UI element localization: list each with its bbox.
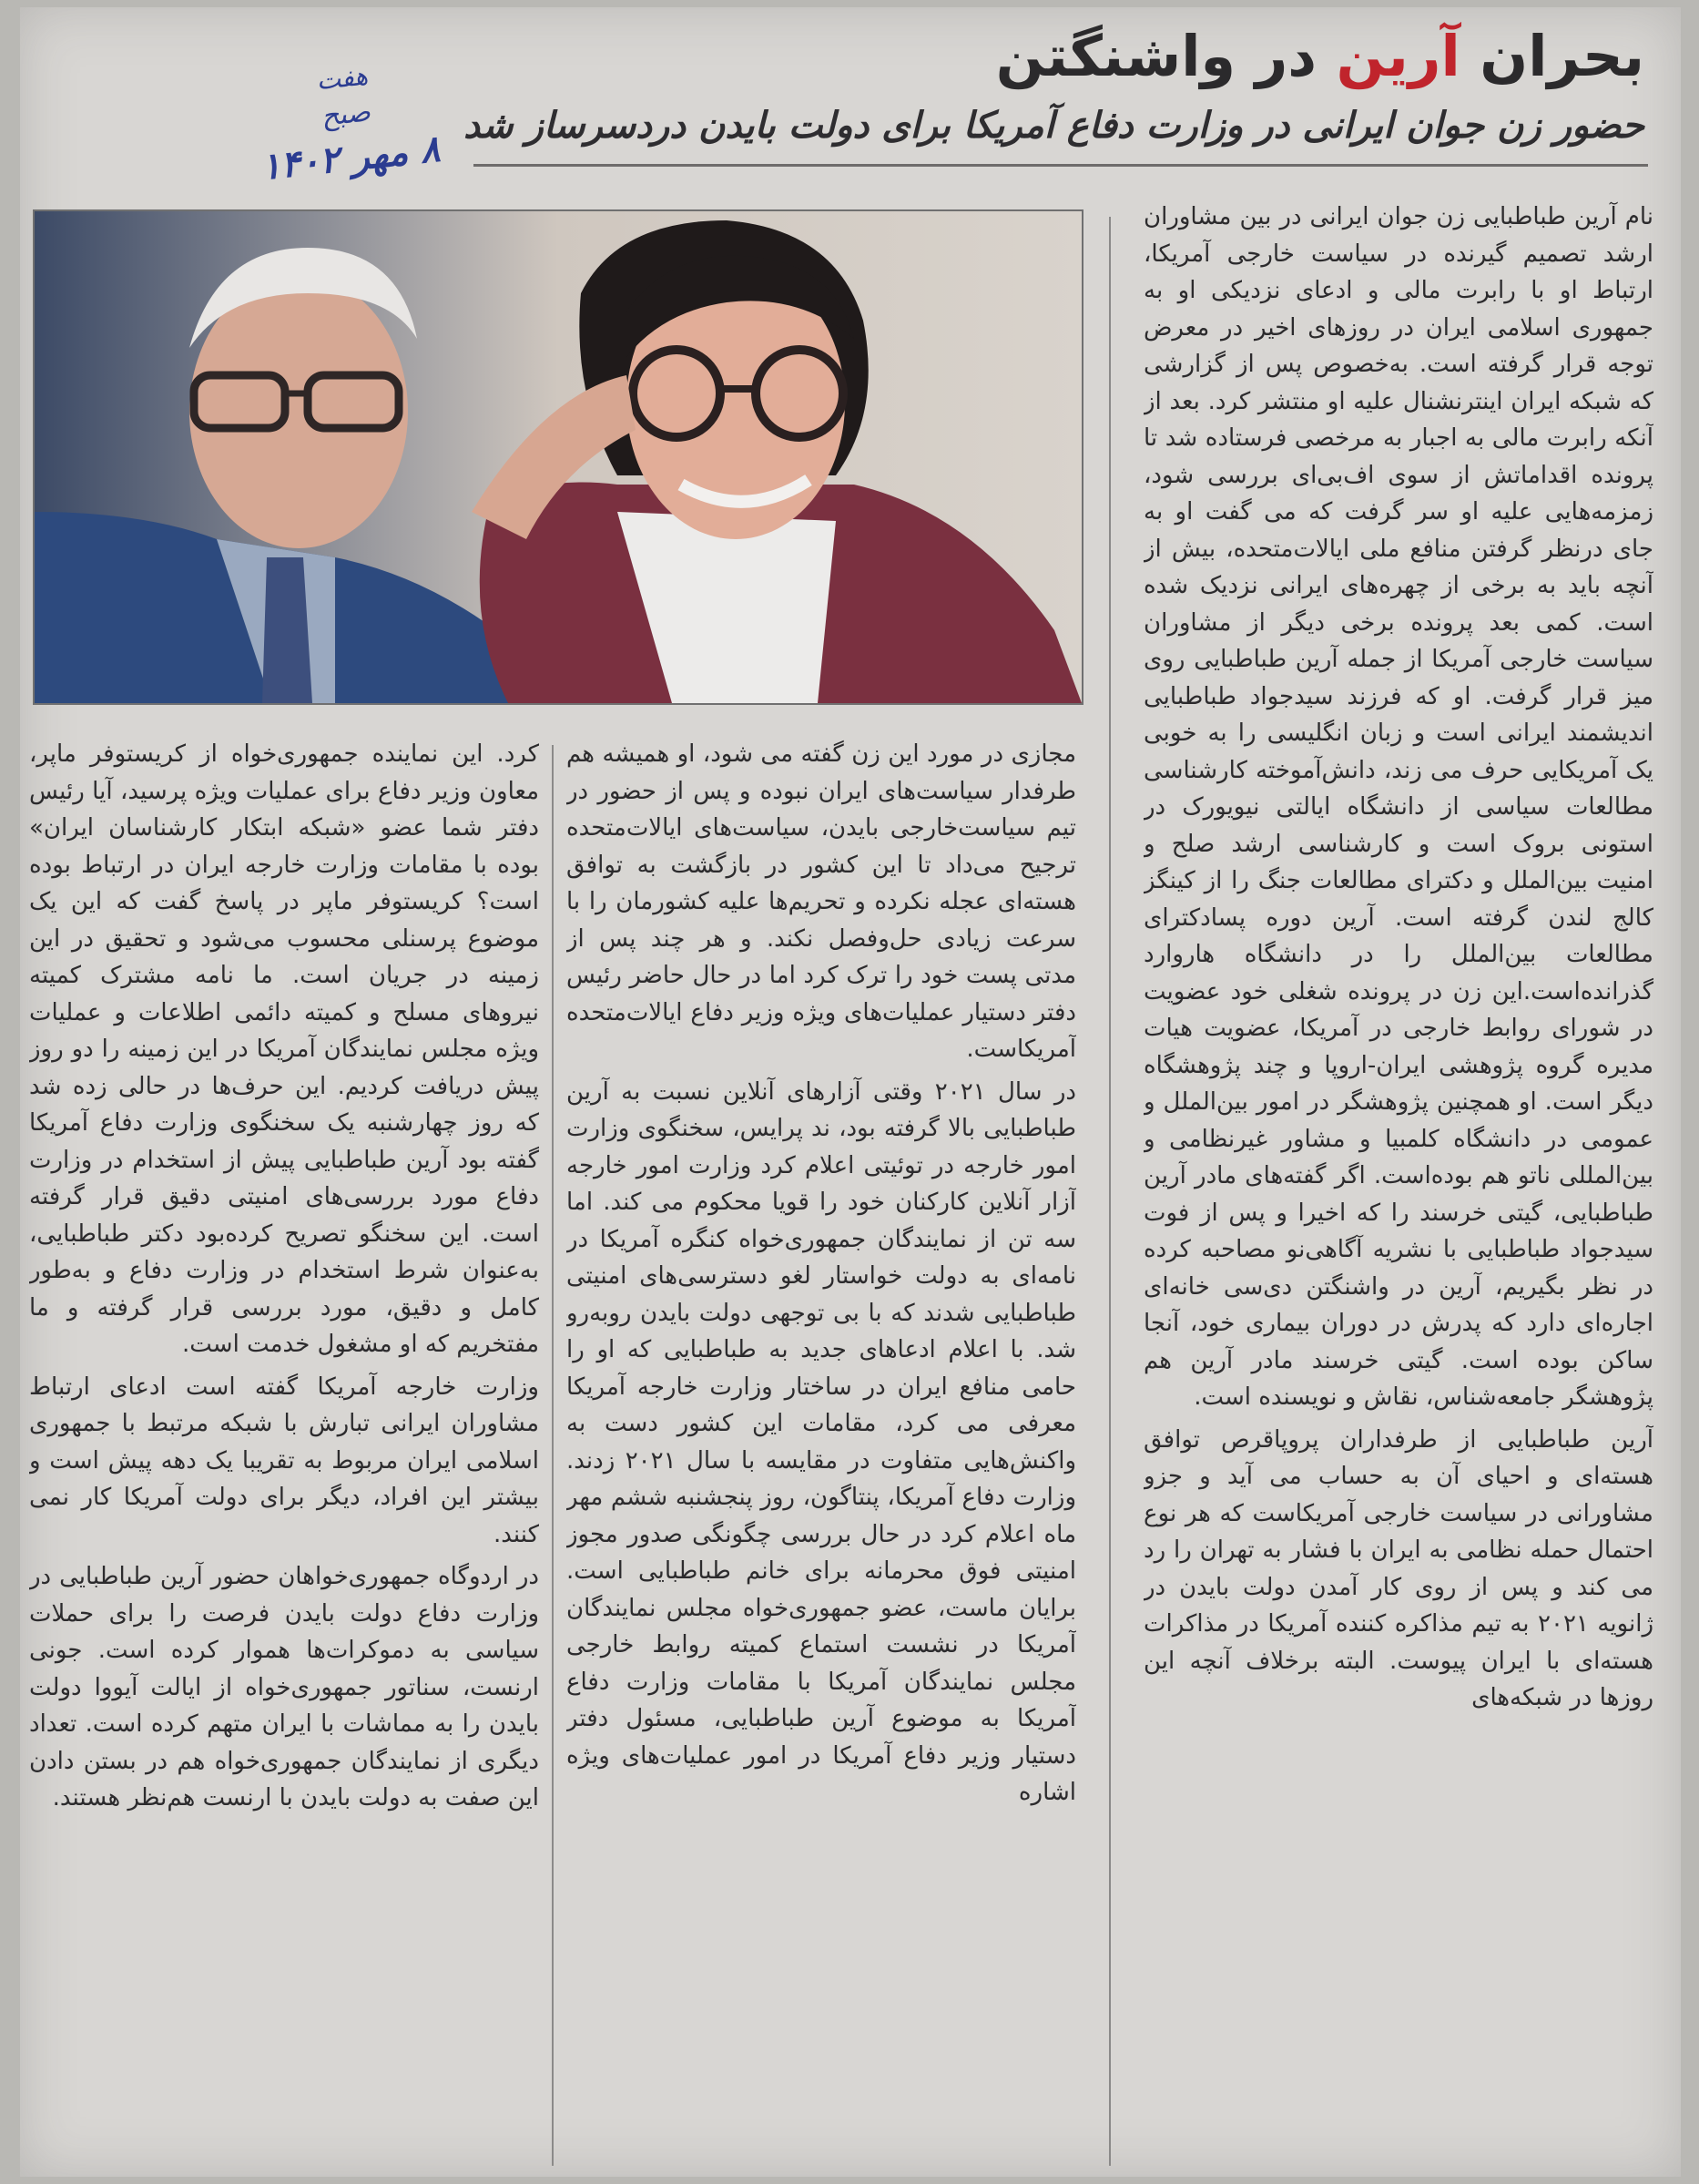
paragraph: نام آرین طباطبایی زن جوان ایرانی در بین مشاوران ارشد تصمیم گیرنده در سیاست خارجی آمریکا، ارتباط او با رابرت مالی و ادعای نزدیکی او به جمهوری اسلامی ایران در روزهای اخیر در معرض توجه قرار گرفته است. به‌خصوص پس از گزارشی که شبکه ایران اینترنشنال علیه او منتشر کرد. بعد از آنکه رابرت مالی به اجبار به مرخصی فرستاده شد تا پرونده اقداماتش از سوی اف‌بی‌ای بررسی شود، زمزمه‌هایی علیه او سر گرفت که می گفت او به جای درنظر گرفتن منافع ملی ایالات‌متحده، بیش از آنچه باید به برخی از چهره‌های ایرانی نزدیک شده است. کمی بعد پرونده برخی دیگر از مشاوران سیاست خارجی آمریکا از جمله آرین طباطبایی روی میز قرار گرفت. او که فرزند سیدجواد طباطبایی اندیشمند ایرانی است و زبان انگلیسی را به خوبی یک آمریکایی حرف می زند، دانش‌آموخته کارشناسی مطالعات سیاسی از دانشگاه ایالتی نیویورک در استونی بروک است و کارشناسی ارشد صلح و امنیت بین‌الملل و دکترای مطالعات جنگ را از کینگز کالج لندن گرفته است. آرین دوره پسادکترای مطالعات بین‌الملل را در دانشگاه هاروارد گذرانده‌است.این زن در پرونده شغلی خود عضویت در شورای روابط خارجی در آمریکا، عضویت هیات مدیره گروه پژوهشی ایران-اروپا و چند پژوهشگاه دیگر است. او همچنین پژوهشگر در امور بین‌الملل و عمومی در دانشگاه کلمبیا و مشاور غیرنظامی و بین‌المللی ناتو هم بوده‌است. اگر گفته‌های مادر آرین طباطبایی، گیتی خرسند را که اخیرا و پس از فوت سیدجواد طباطبایی با نشریه آگاهی‌نو مصاحبه کرده در نظر بگیریم، آرین در واشنگتن دی‌سی خانه‌ای اجاره‌ای دارد که پدرش در دوران بیماری خود، آنجا ساکن بوده است. گیتی خرسند مادر آرین هم پژوهشگر جامعه‌شناس، نقاش و نویسنده است. — [1144, 203, 1653, 1411]
subheadline: حضور زن جوان ایرانی در وزارت دفاع آمریکا برای دولت بایدن دردسرساز شد — [463, 105, 1644, 147]
handwritten-source-note — [222, 48, 473, 218]
note-line-1: هفت — [314, 60, 370, 97]
headline-part1: بحران — [1460, 23, 1644, 89]
column-left — [29, 736, 539, 2166]
note-date: ۸ مهر ۱۴۰۲ — [259, 127, 443, 189]
paragraph: در سال ۲۰۲۱ وقتی آزارهای آنلاین نسبت به آرین طباطبایی بالا گرفته بود، ند پرایس، سخنگوی وزارت امور خارجه در توئیتی اعلام کرد وزارت امور خارجه آزار آنلاین کارکنان خود را قویا محکوم می کند. اما سه تن از نمایندگان جمهوری‌خواه کنگره آمریکا در نامه‌ای به دولت خواستار لغو دسترسی‌های امنیتی طباطبایی شدند که با بی توجهی دولت بایدن روبه‌رو شد. با اعلام ادعاهای جدید به طباطبایی که او را حامی منافع ایران در ساختار وزارت خارجه آمریکا معرفی می کرد، مقامات این کشور دست به واکنش‌هایی متفاوت در مقایسه با سال ۲۰۲۱ زدند. وزارت دفاع آمریکا، پنتاگون، روز پنجشنبه ششم مهر ماه اعلام کرد در حال بررسی چگونگی صدور مجوز امنیتی فوق محرمانه برای خانم طباطبایی است. برایان ماست، عضو جمهوری‌خواه مجلس نمایندگان آمریکا در نشست استماع کمیته روابط خارجی مجلس نمایندگان آمریکا با مقامات وزارت دفاع آمریکا به موضوع آرین طباطبایی، مسئول دفتر دستیار وزیر دفاع آمریکا در امور عملیات‌های ویژه اشاره — [566, 1077, 1076, 1806]
column-middle — [566, 736, 1076, 2166]
note-line-2: صبح — [320, 96, 372, 133]
paragraph: در اردوگاه جمهوری‌خواهان حضور آرین طباطبایی در وزارت دفاع دولت بایدن فرصت را برای حملات سیاسی به دموکرات‌ها هموار کرده است. جونی ارنست، سناتور جمهوری‌خواه از ایالت آیووا دولت بایدن را به مماشات با ایران متهم کرده است. تعداد دیگری از نمایندگان جمهوری‌خواه هم در بستن دادن این صفت به دولت بایدن با ارنست هم‌نظر هستند. — [29, 1563, 539, 1811]
article-photo — [33, 209, 1083, 705]
column-divider-left — [552, 745, 554, 2166]
newspaper-page — [20, 7, 1681, 2177]
headline-rule — [473, 164, 1648, 167]
photo-illustration — [35, 211, 1082, 703]
headline-part2: در واشنگتن — [995, 23, 1337, 89]
headline — [461, 20, 1644, 93]
paragraph: کرد. این نماینده جمهوری‌خواه از کریستوفر ماپر، معاون وزیر دفاع برای عملیات ویژه پرسید، آیا رئیس دفتر شما عضو «شبکه ابتکار کارشناسان ایران» بوده با مقامات وزارت خارجه ایران در ارتباط بوده است؟ کریستوفر ماپر در پاسخ گفت که این یک موضوع پرسنلی محسوب می‌شود و تحقیق در این زمینه در جریان است. ما نامه مشترک کمیته نیروهای مسلح و کمیته دائمی اطلاعات و عملیات ویژه مجلس نمایندگان آمریکا در این زمینه را دو روز پیش دریافت کردیم. این حرف‌ها در حالی زده شد که روز چهارشنبه یک سخنگوی وزارت دفاع آمریکا گفته بود آرین طباطبایی پیش از استخدام در وزارت دفاع مورد بررسی‌های امنیتی دقیق قرار گرفته است. این سخنگو تصریح کرده‌بود دکتر طباطبایی، به‌عنوان شرط استخدام در وزارت دفاع و به‌طور کامل و دقیق، مورد بررسی قرار گرفته و ما مفتخریم که او مشغول خدمت است. — [29, 740, 539, 1358]
column-right — [1144, 199, 1653, 2166]
column-divider-right — [1109, 217, 1111, 2166]
headline-accent: آرین — [1336, 23, 1460, 89]
paragraph: وزارت خارجه آمریکا گفته است ادعای ارتباط مشاوران ایرانی تبارش با شبکه مرتبط با جمهوری اسلامی ایران مربوط به تقریبا یک دهه پیش است و بیشتر این افراد، دیگر برای دولت آمریکا کار نمی کنند. — [29, 1373, 539, 1548]
paragraph: آرین طباطبایی از طرفداران پروپاقرص توافق هسته‌ای و احیای آن به حساب می آید و جزو مشاورانی در سیاست خارجی آمریکاست که هر نوع احتمال حمله نظامی به ایران با فشار به تهران را رد می کند و پس از روی کار آمدن دولت بایدن در ژانویه ۲۰۲۱ به تیم مذاکره کننده آمریکا در مذاکرات هسته‌ای با ایران پیوست. البته برخلاف آنچه این روزها در شبکه‌های — [1144, 1425, 1653, 1711]
paragraph: مجازی در مورد این زن گفته می شود، او همیشه هم طرفدار سیاست‌های ایران نبوده و پس از حضور در تیم سیاست‌خارجی بایدن، سیاست‌های ایالات‌متحده ترجیح می‌داد تا این کشور در بازگشت به توافق هسته‌ای عجله نکرده و تحریم‌ها علیه کشورمان را با سرعت زیادی حل‌وفصل نکند. و هر چند پس از مدتی پست خود را ترک کرد اما در حال حاضر رئیس دفتر دستیار عملیات‌های ویژه وزیر دفاع ایالات‌متحده آمریکاست. — [566, 740, 1076, 1063]
